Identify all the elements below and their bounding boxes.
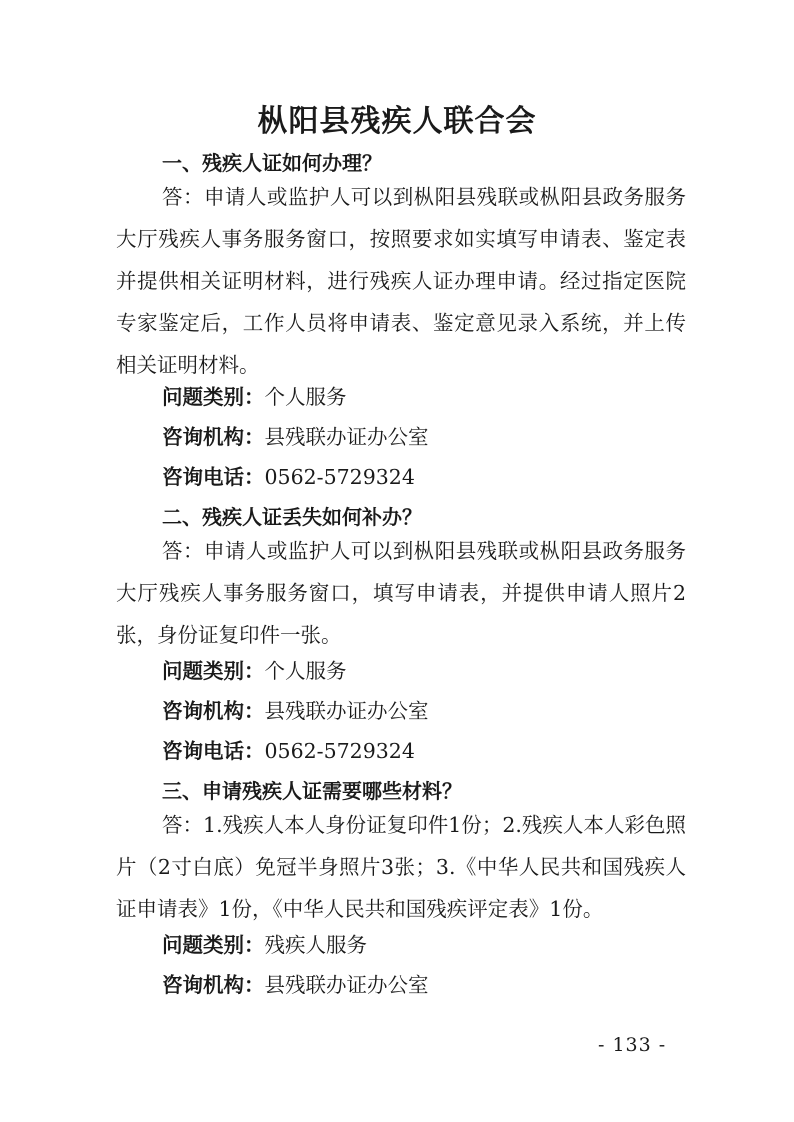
phone-row — [162, 464, 686, 490]
phone-label: 咨询电话： — [162, 465, 265, 489]
section-heading: 二、残疾人证丢失如何补办？ — [162, 505, 422, 529]
category-row — [162, 658, 686, 684]
org-value: 县残联办证办公室 — [264, 425, 429, 449]
category-value: 个人服务 — [264, 659, 347, 683]
section-heading: 三、申请残疾人证需要哪些材料？ — [162, 779, 462, 803]
phone-value: 0562-5729324 — [264, 465, 415, 489]
org-value: 县残联办证办公室 — [264, 699, 429, 723]
category-row — [162, 932, 686, 958]
category-label: 问题类别： — [162, 933, 265, 957]
answer-paragraph: 答：1.残疾人本人身份证复印件1份；2.残疾人本人彩色照片（2寸白底）免冠半身照片3张；3.《中华人民共和国残疾人证申请表》1份，《中华人民共和国残疾评定表》1份。 — [116, 813, 686, 921]
page-title: 枞阳县残疾人联合会 — [257, 104, 537, 139]
org-row — [162, 424, 686, 450]
category-row — [162, 384, 686, 410]
org-label: 咨询机构： — [162, 699, 265, 723]
phone-value: 0562-5729324 — [264, 739, 415, 763]
answer-paragraph: 答：申请人或监护人可以到枞阳县残联或枞阳县政务服务大厅残疾人事务服务窗口，填写申请表，并提供申请人照片2张，身份证复印件一张。 — [116, 539, 686, 647]
org-label: 咨询机构： — [162, 973, 265, 997]
category-label: 问题类别： — [162, 385, 265, 409]
section-heading: 一、残疾人证如何办理？ — [162, 151, 382, 175]
org-row — [162, 972, 686, 998]
org-value: 县残联办证办公室 — [264, 973, 429, 997]
phone-label: 咨询电话： — [162, 739, 265, 763]
category-label: 问题类别： — [162, 659, 265, 683]
org-label: 咨询机构： — [162, 425, 265, 449]
phone-row — [162, 738, 686, 764]
category-value: 个人服务 — [264, 385, 347, 409]
page-number: - 133 - — [598, 1034, 667, 1056]
category-value: 残疾人服务 — [264, 933, 367, 957]
org-row — [162, 698, 686, 724]
answer-paragraph: 答：申请人或监护人可以到枞阳县残联或枞阳县政务服务大厅残疾人事务服务窗口，按照要求如实填写申请表、鉴定表并提供相关证明材料，进行残疾人证办理申请。经过指定医院专家鉴定后，工作人员将申请表、鉴定意见录入系统，并上传相关证明材料。 — [116, 185, 686, 377]
